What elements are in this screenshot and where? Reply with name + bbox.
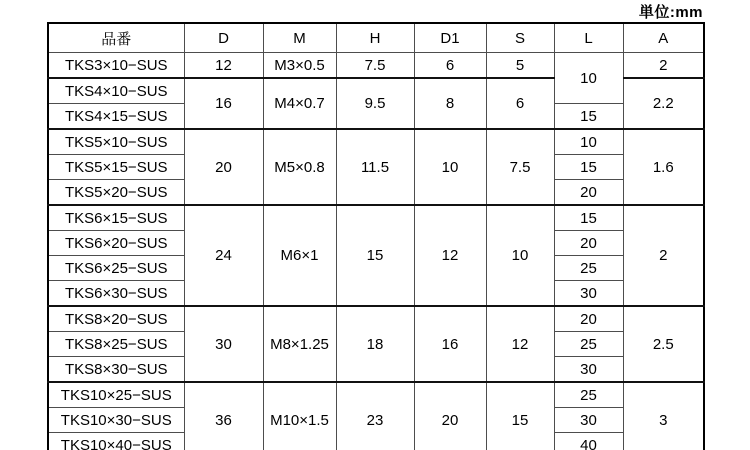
cell-s: 15 — [486, 382, 554, 450]
col-header-l: L — [554, 23, 623, 53]
cell-l: 25 — [554, 332, 623, 357]
cell-m: M10×1.5 — [263, 382, 336, 450]
cell-a: 1.6 — [623, 129, 704, 205]
cell-h: 23 — [336, 382, 414, 450]
cell-l: 25 — [554, 256, 623, 281]
cell-part: TKS6×25−SUS — [48, 256, 184, 281]
cell-part: TKS8×20−SUS — [48, 306, 184, 332]
spec-table — [47, 22, 705, 450]
cell-d1: 20 — [414, 382, 486, 450]
cell-part: TKS5×15−SUS — [48, 155, 184, 180]
cell-l: 30 — [554, 357, 623, 383]
cell-s: 12 — [486, 306, 554, 382]
cell-l: 15 — [554, 155, 623, 180]
col-header-d: D — [184, 23, 263, 53]
cell-part: TKS10×25−SUS — [48, 382, 184, 408]
cell-l: 10 — [554, 129, 623, 155]
cell-m: M6×1 — [263, 205, 336, 306]
cell-part: TKS3×10−SUS — [48, 53, 184, 79]
cell-d: 16 — [184, 78, 263, 129]
cell-s: 7.5 — [486, 129, 554, 205]
cell-s: 6 — [486, 78, 554, 129]
cell-d1: 12 — [414, 205, 486, 306]
cell-part: TKS10×40−SUS — [48, 433, 184, 450]
cell-d1: 16 — [414, 306, 486, 382]
cell-m: M3×0.5 — [263, 53, 336, 79]
cell-part: TKS8×25−SUS — [48, 332, 184, 357]
cell-l: 20 — [554, 180, 623, 206]
cell-part: TKS5×10−SUS — [48, 129, 184, 155]
cell-l: 30 — [554, 281, 623, 307]
cell-part: TKS6×30−SUS — [48, 281, 184, 307]
cell-h: 7.5 — [336, 53, 414, 79]
cell-h: 11.5 — [336, 129, 414, 205]
col-header-part: 品番 — [48, 23, 184, 53]
cell-l: 20 — [554, 231, 623, 256]
cell-l: 10 — [554, 53, 623, 104]
cell-a: 2 — [623, 53, 704, 79]
cell-a: 2.2 — [623, 78, 704, 129]
cell-d: 12 — [184, 53, 263, 79]
cell-part: TKS10×30−SUS — [48, 408, 184, 433]
cell-part: TKS6×20−SUS — [48, 231, 184, 256]
cell-l: 15 — [554, 205, 623, 231]
cell-l: 25 — [554, 382, 623, 408]
cell-m: M4×0.7 — [263, 78, 336, 129]
table-row — [48, 53, 704, 79]
cell-m: M5×0.8 — [263, 129, 336, 205]
header-row — [48, 23, 704, 53]
table-row — [48, 129, 704, 155]
cell-d: 24 — [184, 205, 263, 306]
table-row — [48, 306, 704, 332]
cell-d: 36 — [184, 382, 263, 450]
cell-d: 30 — [184, 306, 263, 382]
cell-part: TKS4×10−SUS — [48, 78, 184, 104]
cell-m: M8×1.25 — [263, 306, 336, 382]
cell-d1: 10 — [414, 129, 486, 205]
unit-label: 単位:mm — [638, 4, 703, 21]
col-header-m: M — [263, 23, 336, 53]
cell-s: 10 — [486, 205, 554, 306]
cell-part: TKS4×15−SUS — [48, 104, 184, 130]
cell-a: 3 — [623, 382, 704, 450]
cell-part: TKS8×30−SUS — [48, 357, 184, 383]
cell-h: 18 — [336, 306, 414, 382]
cell-d1: 8 — [414, 78, 486, 129]
cell-d1: 6 — [414, 53, 486, 79]
table-row — [48, 382, 704, 408]
cell-a: 2.5 — [623, 306, 704, 382]
col-header-a: A — [623, 23, 704, 53]
table-row — [48, 205, 704, 231]
cell-a: 2 — [623, 205, 704, 306]
cell-l: 30 — [554, 408, 623, 433]
cell-d: 20 — [184, 129, 263, 205]
col-header-d1: D1 — [414, 23, 486, 53]
cell-h: 9.5 — [336, 78, 414, 129]
cell-l: 20 — [554, 306, 623, 332]
cell-part: TKS6×15−SUS — [48, 205, 184, 231]
col-header-s: S — [486, 23, 554, 53]
col-header-h: H — [336, 23, 414, 53]
cell-s: 5 — [486, 53, 554, 79]
cell-l: 15 — [554, 104, 623, 130]
cell-part: TKS5×20−SUS — [48, 180, 184, 206]
cell-l: 40 — [554, 433, 623, 450]
cell-h: 15 — [336, 205, 414, 306]
